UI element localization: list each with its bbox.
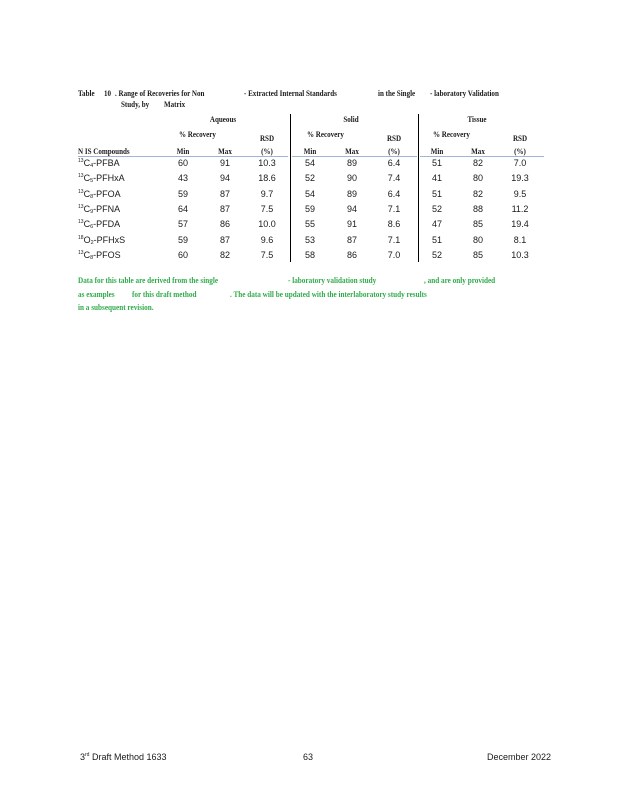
min-header-aqueous: Min bbox=[176, 147, 190, 156]
caption-line2-part2: Matrix bbox=[164, 100, 186, 109]
table-cell: 47 bbox=[431, 219, 442, 229]
table-cell: 54 bbox=[304, 158, 315, 168]
element-symbol: O bbox=[83, 235, 91, 245]
table-cell: 43 bbox=[177, 173, 188, 183]
table-cell: 9.6 bbox=[260, 235, 274, 245]
header-underline-solid bbox=[292, 156, 417, 157]
table-cell: 7.0 bbox=[387, 250, 401, 260]
recovery-label-tissue: % Recovery bbox=[433, 130, 470, 139]
atom-count: 6 bbox=[90, 224, 94, 230]
footer-method-name: Draft Method 1633 bbox=[91, 752, 167, 762]
table-cell: 94 bbox=[219, 173, 230, 183]
table-cell: 19.4 bbox=[511, 219, 529, 229]
compound-label: -PFOA bbox=[93, 189, 121, 199]
rsd-unit-tissue: (%) bbox=[514, 147, 526, 156]
table-cell: 85 bbox=[472, 250, 483, 260]
compound-label: -PFDA bbox=[93, 219, 121, 229]
table-cell: 90 bbox=[346, 173, 357, 183]
divider-solid-tissue bbox=[418, 114, 419, 262]
note-line1-c: , and are only provided bbox=[424, 276, 496, 285]
table-cell: 7.4 bbox=[387, 173, 401, 183]
caption-line2-part1: Study, by bbox=[121, 100, 150, 109]
table-cell: 87 bbox=[219, 204, 230, 214]
table-cell: 52 bbox=[431, 250, 442, 260]
compound-name bbox=[78, 158, 120, 169]
table-cell: 52 bbox=[431, 204, 442, 214]
table-cell: 57 bbox=[177, 219, 188, 229]
compound-name bbox=[78, 250, 121, 261]
rsd-label-tissue: RSD bbox=[512, 134, 528, 143]
note-line2-c: . The data will be updated with the interlaboratory study results bbox=[230, 290, 427, 299]
table-cell: 87 bbox=[219, 189, 230, 199]
compound-label: -PFHxS bbox=[93, 235, 126, 245]
element-symbol: C bbox=[83, 219, 91, 229]
caption-title-part2: - Extracted Internal Standards bbox=[244, 89, 337, 98]
table-cell: 53 bbox=[304, 235, 315, 245]
caption-table-number: 10 bbox=[104, 89, 112, 98]
rsd-label-solid: RSD bbox=[386, 134, 402, 143]
table-cell: 7.1 bbox=[387, 235, 401, 245]
caption-title-part3: in the Single bbox=[378, 89, 416, 98]
matrix-header-solid: Solid bbox=[343, 115, 359, 124]
atom-count: 8 bbox=[90, 194, 94, 200]
table-cell: 7.0 bbox=[513, 158, 527, 168]
rsd-unit-aqueous: (%) bbox=[261, 147, 273, 156]
matrix-header-aqueous: Aqueous bbox=[209, 115, 237, 124]
table-cell: 52 bbox=[304, 173, 315, 183]
table-cell: 9.7 bbox=[260, 189, 274, 199]
compound-label: -PFBA bbox=[93, 158, 120, 168]
isotope-mass: 13 bbox=[78, 250, 84, 256]
recovery-label-aqueous: % Recovery bbox=[179, 130, 216, 139]
table-cell: 19.3 bbox=[511, 173, 529, 183]
table-cell: 88 bbox=[472, 204, 483, 214]
caption-title-part4: - laboratory Validation bbox=[430, 89, 499, 98]
header-underline-aqueous bbox=[78, 156, 288, 157]
table-cell: 82 bbox=[219, 250, 230, 260]
isotope-mass: 13 bbox=[78, 158, 84, 164]
isotope-mass: 18 bbox=[78, 235, 84, 241]
matrix-header-tissue: Tissue bbox=[467, 115, 487, 124]
table-cell: 7.5 bbox=[260, 204, 274, 214]
table-cell: 51 bbox=[431, 235, 442, 245]
table-cell: 51 bbox=[431, 189, 442, 199]
table-cell: 59 bbox=[177, 189, 188, 199]
compound-label: -PFOS bbox=[93, 250, 121, 260]
table-cell: 8.6 bbox=[387, 219, 401, 229]
compound-label: -PFHxA bbox=[93, 173, 125, 183]
element-symbol: C bbox=[83, 204, 91, 214]
table-cell: 7.5 bbox=[260, 250, 274, 260]
table-cell: 58 bbox=[304, 250, 315, 260]
table-cell: 54 bbox=[304, 189, 315, 199]
footer-method bbox=[80, 752, 167, 762]
footer-page-number: 63 bbox=[303, 752, 314, 762]
table-cell: 86 bbox=[219, 219, 230, 229]
max-header-solid: Max bbox=[345, 147, 359, 156]
atom-count: 2 bbox=[90, 240, 94, 246]
table-cell: 18.6 bbox=[258, 173, 276, 183]
table-cell: 94 bbox=[346, 204, 357, 214]
table-cell: 51 bbox=[431, 158, 442, 168]
table-cell: 89 bbox=[346, 189, 357, 199]
note-line2-b: for this draft method bbox=[132, 290, 197, 299]
element-symbol: C bbox=[83, 173, 91, 183]
isotope-mass: 13 bbox=[78, 173, 84, 179]
table-cell: 59 bbox=[304, 204, 315, 214]
table-cell: 8.1 bbox=[513, 235, 527, 245]
compound-name bbox=[78, 204, 120, 215]
table-cell: 7.1 bbox=[387, 204, 401, 214]
table-cell: 59 bbox=[177, 235, 188, 245]
note-line3: in a subsequent revision. bbox=[78, 303, 154, 312]
atom-count: 5 bbox=[90, 178, 94, 184]
footer-ordinal-suffix: rd bbox=[85, 752, 90, 758]
compound-name bbox=[78, 189, 121, 200]
caption-title-part1: . Range of Recoveries for Non bbox=[115, 89, 205, 98]
table-cell: 80 bbox=[472, 173, 483, 183]
max-header-aqueous: Max bbox=[218, 147, 232, 156]
footer-date: December 2022 bbox=[487, 752, 552, 762]
table-cell: 91 bbox=[219, 158, 230, 168]
footer-ordinal: 3 bbox=[80, 752, 86, 762]
recovery-label-solid: % Recovery bbox=[307, 130, 344, 139]
rsd-unit-solid: (%) bbox=[388, 147, 400, 156]
element-symbol: C bbox=[83, 250, 91, 260]
isotope-mass: 13 bbox=[78, 204, 84, 210]
compounds-header: N IS Compounds bbox=[78, 147, 130, 156]
rsd-label-aqueous: RSD bbox=[259, 134, 275, 143]
table-cell: 6.4 bbox=[387, 158, 401, 168]
table-cell: 10.3 bbox=[511, 250, 529, 260]
isotope-mass: 13 bbox=[78, 219, 84, 225]
compound-label: -PFNA bbox=[93, 204, 121, 214]
atom-count: 4 bbox=[90, 163, 94, 169]
min-header-tissue: Min bbox=[430, 147, 444, 156]
table-cell: 89 bbox=[346, 158, 357, 168]
table-cell: 10.3 bbox=[258, 158, 276, 168]
table-cell: 41 bbox=[431, 173, 442, 183]
table-cell: 85 bbox=[472, 219, 483, 229]
element-symbol: C bbox=[83, 189, 91, 199]
table-cell: 82 bbox=[472, 158, 483, 168]
compound-name bbox=[78, 219, 120, 230]
note-line1-b: - laboratory validation study bbox=[288, 276, 377, 285]
table-cell: 80 bbox=[472, 235, 483, 245]
table-cell: 86 bbox=[346, 250, 357, 260]
table-cell: 87 bbox=[346, 235, 357, 245]
table-cell: 11.2 bbox=[511, 204, 529, 214]
compound-name bbox=[78, 235, 125, 246]
element-symbol: C bbox=[83, 158, 91, 168]
note-line2-a: as examples bbox=[78, 290, 115, 299]
min-header-solid: Min bbox=[303, 147, 317, 156]
table-cell: 60 bbox=[177, 250, 188, 260]
table-cell: 9.5 bbox=[513, 189, 527, 199]
table-cell: 6.4 bbox=[387, 189, 401, 199]
table-cell: 82 bbox=[472, 189, 483, 199]
max-header-tissue: Max bbox=[471, 147, 485, 156]
note-line1-a: Data for this table are derived from the single bbox=[78, 276, 219, 285]
table-cell: 91 bbox=[346, 219, 357, 229]
table-cell: 10.0 bbox=[258, 219, 276, 229]
atom-count: 8 bbox=[90, 255, 94, 261]
table-cell: 64 bbox=[177, 204, 188, 214]
compound-name bbox=[78, 173, 125, 184]
atom-count: 9 bbox=[90, 209, 94, 215]
divider-aqueous-solid bbox=[290, 114, 291, 262]
isotope-mass: 13 bbox=[78, 189, 84, 195]
table-cell: 87 bbox=[219, 235, 230, 245]
table-cell: 60 bbox=[177, 158, 188, 168]
header-underline-tissue bbox=[420, 156, 544, 157]
table-cell: 55 bbox=[304, 219, 315, 229]
caption-table-label: Table bbox=[78, 89, 95, 98]
